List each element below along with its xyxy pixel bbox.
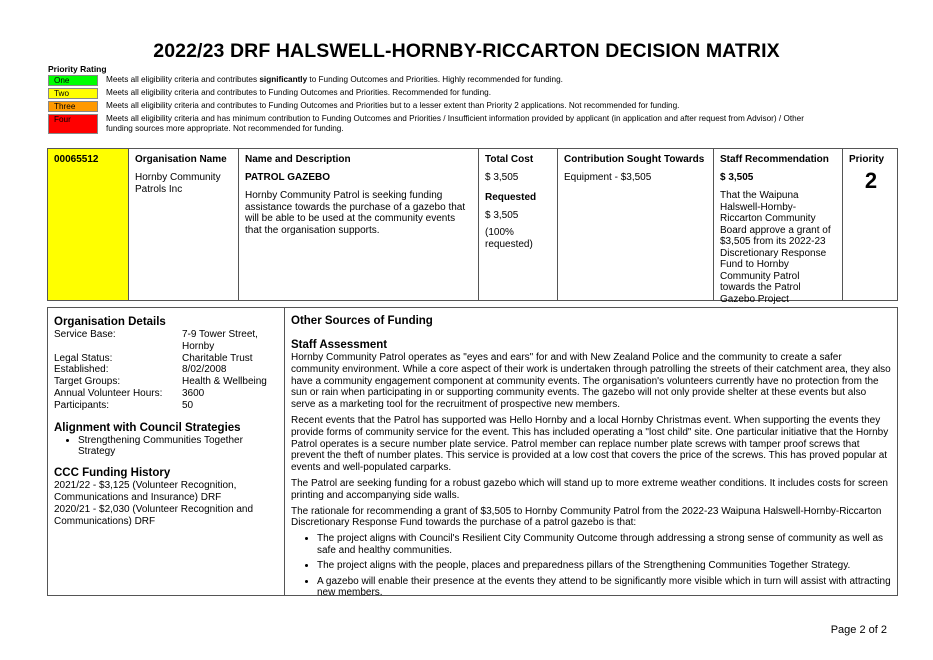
staff-recommendation-amount: $ 3,505 [720,172,754,183]
desc-line: Meets all eligibility criteria and has minimum contribution to Funding Outcomes and Priorities / Insufficient information provided by applicant (in application and after request from Advisor) / Other [106,114,804,123]
contribution-cell [558,149,714,300]
priority-label-two: Two [48,88,98,99]
priority-header: Priority [849,154,885,165]
organisation-name-header: Organisation Name [135,154,227,165]
assessment-paragraph: The rationale for recommending a grant of $3,505 to Hornby Community Patrol from the 2022-23 Waipuna Halswell-Hornby-Riccarton Discretionary Response Fund towards the purchase of a patrol gazebo is that: [291,505,882,529]
participants-value: 50 [182,399,194,411]
priority-label-one: One [48,75,98,86]
requested-amount: $ 3,505 [485,209,519,221]
priority-rating-heading: Priority Rating [48,64,107,74]
project-description: Hornby Community Patrol is seeking funding assistance towards the purchase of a gazebo that will be able to be used at the community events that the organisation supports. [245,190,466,236]
priority-label-four: Four [48,114,98,134]
application-table [47,148,898,305]
organisation-details-panel [48,308,285,595]
desc-bold: significantly [259,75,308,84]
desc-line: funding sources more appropriate. Not recommended for funding. [106,124,344,133]
assessment-paragraph: Recent events that the Patrol has supported was Hello Hornby and a local Hornby Christmas event. When supporting the events they provide forms of community service for the event. This has included operating a "lost child" site. One particular initiative that the Hornby Patrol operates is a secure number plate service. Patrol member can replace number plate screws with tamper proof screws that prevent the theft of number plates. This service is provided at a low cost that covers the price of the screws. This has proved popular at events and well-populated carparks. [291,414,889,474]
participants-label: Participants: [54,399,110,411]
spacer [54,341,182,353]
requested-percent: (100% requested) [485,227,533,250]
funding-history-heading: CCC Funding History [54,467,171,480]
contribution-value: Equipment - $3,505 [564,172,652,183]
staff-recommendation-text: That the Waipuna Halswell-Hornby-Riccarton Community Board approve a grant of $3,505 from its 2022-23 Discretionary Response Fund to Hornby Community Patrol towards the Patrol Gazebo Project [720,190,831,305]
funding-history-item: 2020/21 - $2,030 (Volunteer Recognition and Communications) DRF [54,503,254,527]
alignment-list [54,435,278,459]
list-item: • A gazebo will enable their presence at the events they attend to be significantly more visible which in turn will assist with attracting new members. [317,576,891,600]
established-row [54,364,278,376]
assessment-panel [285,308,897,599]
volunteer-hours-value: 3600 [182,387,205,399]
legal-status-row [54,353,278,365]
project-name: PATROL GAZEBO [245,172,330,183]
assessment-paragraph: The Patrol are seeking funding for a robust gazebo which will stand up to more extreme weather conditions. It includes costs for screen printing and accompanying side walls. [291,477,888,501]
total-cost-cell [479,149,558,300]
list-item: • Strengthening Communities Together Strategy [78,435,278,459]
desc-text: to Funding Outcomes and Priorities. Highly recommended for funding. [307,75,563,84]
participants-row [54,400,278,412]
service-base-row [54,329,278,341]
details-table [47,307,898,599]
other-sources-heading: Other Sources of Funding [291,315,433,327]
priority-value: 2 [864,168,878,193]
total-cost: $ 3,505 [485,172,519,183]
priority-desc-two: Meets all eligibility criteria and contributes to Funding Outcomes and Priorities. Recommended for funding. [106,88,492,97]
list-item: • The project aligns with the people, places and preparedness pillars of the Strengthening Communities Together Strategy. [317,560,891,572]
staff-recommendation-cell [714,149,843,305]
volunteer-hours-row [54,388,278,400]
target-groups-value: Health & Wellbeing [182,376,267,388]
total-cost-header: Total Cost [485,154,534,165]
organisation-name-cell [129,149,239,300]
priority-row-one [48,75,563,86]
application-id-cell [48,149,129,300]
page-number: Page 2 of 2 [830,624,887,636]
requested-label: Requested [485,191,537,203]
list-item: • The project aligns with Council's Resilient City Community Outcome through addressing a strong sense of community as well as safe and healthy communities. [317,533,891,557]
priority-cell [843,149,899,300]
target-groups-label: Target Groups: [54,376,121,388]
priority-desc-three: Meets all eligibility criteria and contributes to Funding Outcomes and Priorities but to a lesser extent than Priority 2 applications. Not recommended for funding. [106,101,680,110]
service-base-label: Service Base: [54,329,116,340]
funding-history-item: 2021/22 - $3,125 (Volunteer Recognition, Communications and Insurance) DRF [54,480,237,503]
volunteer-hours-label: Annual Volunteer Hours: [54,387,163,399]
organisation-details-heading: Organisation Details [54,316,166,328]
application-id: 00065512 [54,154,99,165]
staff-recommendation-header: Staff Recommendation [720,154,829,165]
desc-text: Meets all eligibility criteria and contributes [106,75,260,84]
priority-row-four [48,114,804,134]
organisation-name: Hornby Community Patrols Inc [135,172,221,195]
priority-desc-four [106,114,866,134]
legal-status-label: Legal Status: [54,352,113,364]
priority-row-two [48,88,492,99]
service-base-value-2: Hornby [182,340,215,352]
priority-row-three [48,101,680,112]
service-base-row-2 [54,341,278,353]
priority-label-three: Three [48,101,98,112]
legal-status-value: Charitable Trust [182,352,253,364]
staff-assessment-heading: Staff Assessment [291,339,388,351]
priority-desc-one [106,75,866,85]
assessment-paragraph: Hornby Community Patrol operates as "eyes and ears" for and with New Zealand Police and the community to create a safer community environment. While a core aspect of their work is undertaken through patrolling the streets of their catchment area, they also have a community engagement component at community events. The organisation's volunteers currently have no protection from the sun or rain when participating in or supporting community events. The gazebo will not only provide shelter at these events but also serve as a marketing tool for the recruitment of prospective new members. [291,352,891,411]
contribution-header: Contribution Sought Towards [564,154,705,165]
service-base-value: 7-9 Tower Street, [182,329,258,340]
established-label: Established: [54,364,109,376]
rationale-list [291,533,891,599]
target-groups-row [54,376,278,388]
established-value: 8/02/2008 [182,364,227,376]
name-description-cell [239,149,479,300]
alignment-heading: Alignment with Council Strategies [54,421,241,434]
document-title: 2022/23 DRF HALSWELL-HORNBY-RICCARTON DECISION MATRIX [153,40,780,62]
name-description-header: Name and Description [245,154,351,165]
